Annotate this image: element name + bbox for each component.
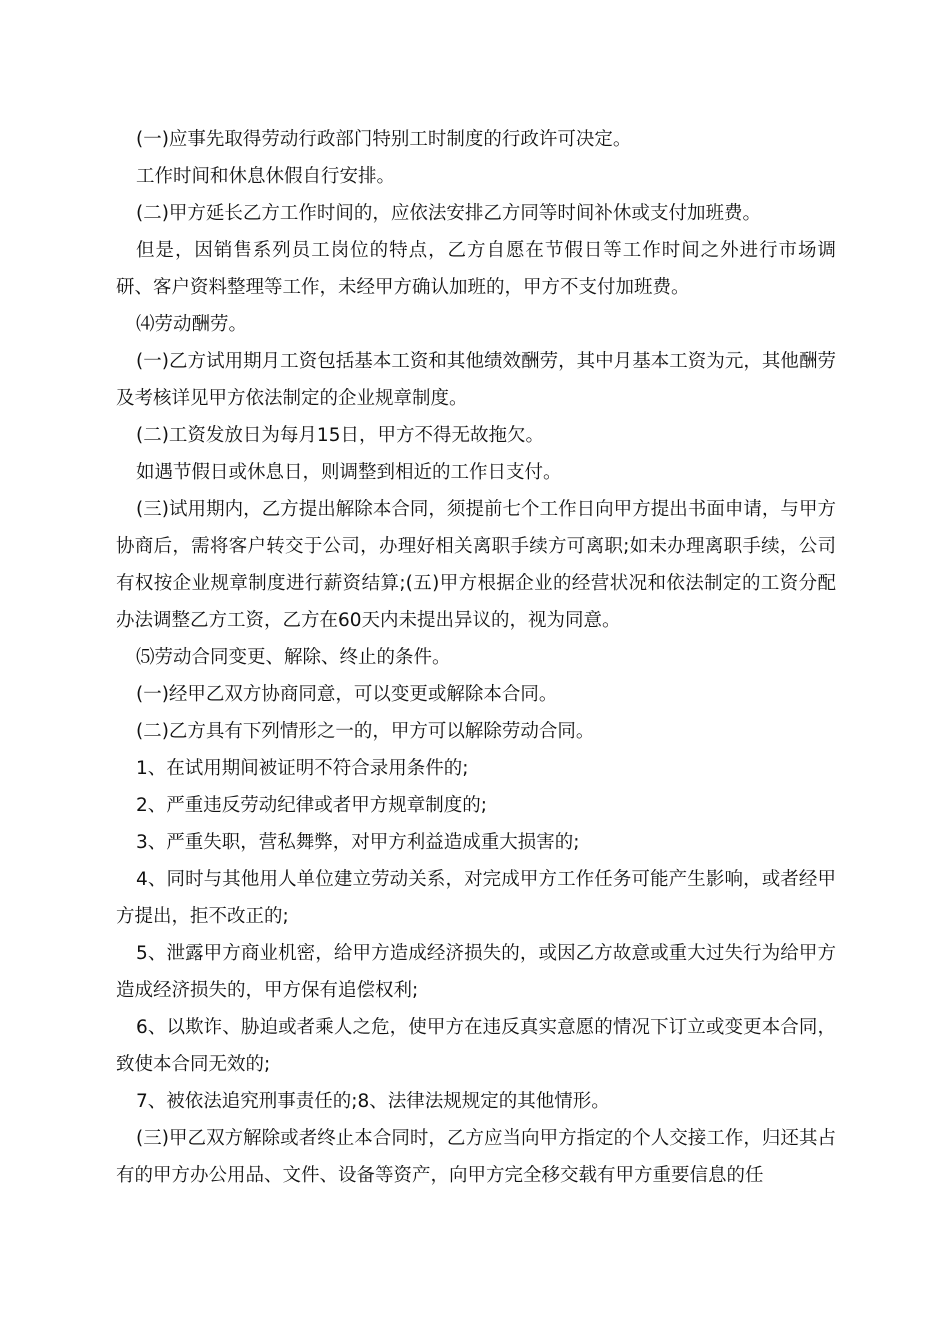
paragraph-11: (一)经甲乙双方协商同意，可以变更或解除本合同。: [136, 684, 558, 705]
paragraph-2: 工作时间和休息休假自行安排。: [136, 166, 396, 187]
document-body: [116, 121, 836, 1194]
paragraph-1: (一)应事先取得劳动行政部门特别工时制度的行政许可决定。: [136, 129, 632, 150]
paragraph-5: ⑷劳动酬劳。: [136, 314, 248, 335]
paragraph-8: 如遇节假日或休息日，则调整到相近的工作日支付。: [136, 462, 562, 483]
paragraph-3: (二)甲方延长乙方工作时间的，应依法安排乙方同等时间补休或支付加班费。: [136, 203, 761, 224]
paragraph-4: 但是，因销售系列员工岗位的特点，乙方自愿在节假日等工作时间之外进行市场调研、客户资料整理等工作，未经甲方确认加班的，甲方不支付加班费。: [116, 240, 836, 298]
paragraph-6: (一)乙方试用期月工资包括基本工资和其他绩效酬劳，其中月基本工资为元，其他酬劳及考核详见甲方依法制定的企业规章制度。: [116, 351, 836, 409]
paragraph-9: (三)试用期内，乙方提出解除本合同，须提前七个工作日向甲方提出书面申请，与甲方协商后，需将客户转交于公司，办理好相关离职手续方可离职;如未办理离职手续，公司有权按企业规章制度进行薪资结算;(五)甲方根据企业的经营状况和依法制定的工资分配办法调整乙方工资，乙方在60天内未提出异议的，视为同意。: [116, 499, 836, 631]
paragraph-15: 3、严重失职，营私舞弊，对甲方利益造成重大损害的;: [136, 832, 580, 853]
paragraph-20: (三)甲乙双方解除或者终止本合同时，乙方应当向甲方指定的个人交接工作，归还其占有的甲方办公用品、文件、设备等资产，向甲方完全移交载有甲方重要信息的任: [116, 1128, 836, 1186]
paragraph-12: (二)乙方具有下列情形之一的，甲方可以解除劳动合同。: [136, 721, 595, 742]
paragraph-18: 6、以欺诈、胁迫或者乘人之危，使甲方在违反真实意愿的情况下订立或变更本合同，致使本合同无效的;: [116, 1017, 836, 1075]
paragraph-19: 7、被依法追究刑事责任的;8、法律法规规定的其他情形。: [136, 1091, 610, 1112]
paragraph-7: (二)工资发放日为每月15日，甲方不得无故拖欠。: [136, 425, 544, 446]
paragraph-13: 1、在试用期间被证明不符合录用条件的;: [136, 758, 469, 779]
paragraph-16: 4、同时与其他用人单位建立劳动关系，对完成甲方工作任务可能产生影响，或者经甲方提出，拒不改正的;: [116, 869, 836, 927]
paragraph-14: 2、严重违反劳动纪律或者甲方规章制度的;: [136, 795, 488, 816]
paragraph-17: 5、泄露甲方商业机密，给甲方造成经济损失的，或因乙方故意或重大过失行为给甲方造成经济损失的，甲方保有追偿权利;: [116, 943, 836, 1001]
paragraph-10: ⑸劳动合同变更、解除、终止的条件。: [136, 647, 451, 668]
